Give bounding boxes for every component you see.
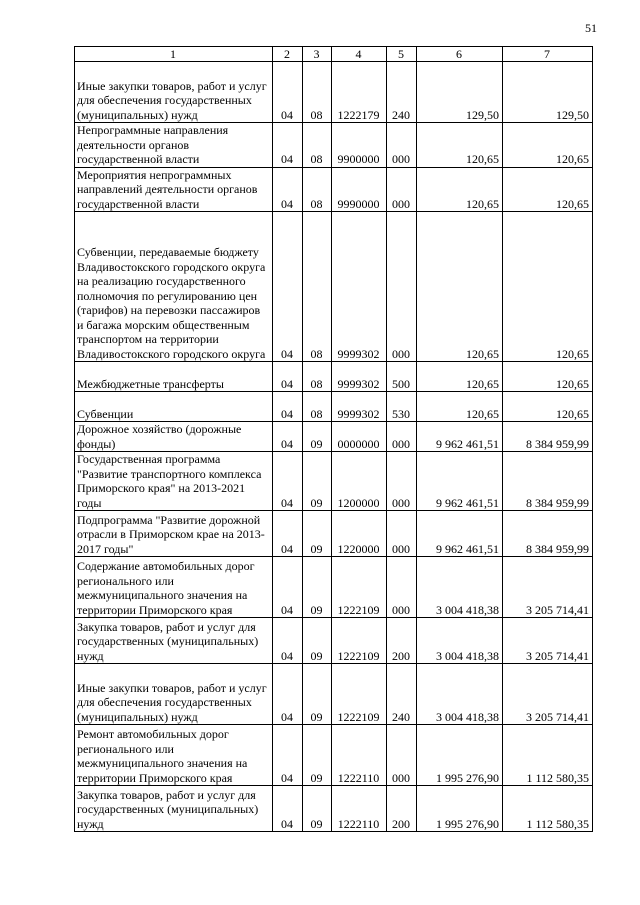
page-number: 51	[585, 21, 597, 35]
column-header: 5	[387, 47, 417, 62]
section-cell: 04	[273, 511, 303, 557]
subsection-cell: 09	[303, 664, 332, 725]
amount-cell-year2: 120,65	[503, 362, 593, 392]
article-cell: 1220000	[332, 511, 387, 557]
row-name-cell: Государственная программа "Развитие транспортного комплекса Приморского края" на 2013-2021 годы	[75, 452, 273, 511]
expense-type-cell: 000	[387, 167, 417, 212]
amount-cell-year1: 3 004 418,38	[417, 618, 503, 664]
amount-cell-year1: 120,65	[417, 392, 503, 422]
table-row	[75, 422, 593, 452]
row-name-cell: Мероприятия непрограммных направлений деятельности органов государственной власти	[75, 167, 273, 212]
table-row	[75, 618, 593, 664]
expense-type-cell: 000	[387, 212, 417, 362]
subsection-cell: 09	[303, 786, 332, 832]
amount-cell-year1: 9 962 461,51	[417, 422, 503, 452]
section-cell: 04	[273, 362, 303, 392]
table-row	[75, 362, 593, 392]
section-cell: 04	[273, 123, 303, 168]
expense-type-cell: 240	[387, 62, 417, 123]
subsection-cell: 09	[303, 511, 332, 557]
subsection-cell: 08	[303, 167, 332, 212]
amount-cell-year1: 1 995 276,90	[417, 786, 503, 832]
amount-cell-year1: 9 962 461,51	[417, 511, 503, 557]
article-cell: 9999302	[332, 212, 387, 362]
table-row	[75, 452, 593, 511]
expense-type-cell: 240	[387, 664, 417, 725]
amount-cell-year1: 120,65	[417, 212, 503, 362]
row-name-cell: Ремонт автомобильных дорог регионального или межмуниципального значения на территории Приморского края	[75, 725, 273, 786]
table-row	[75, 511, 593, 557]
subsection-cell: 08	[303, 123, 332, 168]
article-cell: 1222110	[332, 725, 387, 786]
amount-cell-year1: 3 004 418,38	[417, 557, 503, 618]
column-header: 7	[503, 47, 593, 62]
section-cell: 04	[273, 212, 303, 362]
amount-cell-year2: 120,65	[503, 392, 593, 422]
budget-table	[74, 46, 593, 832]
amount-cell-year2: 120,65	[503, 212, 593, 362]
amount-cell-year1: 9 962 461,51	[417, 452, 503, 511]
amount-cell-year1: 120,65	[417, 123, 503, 168]
expense-type-cell: 000	[387, 123, 417, 168]
row-name-cell: Закупка товаров, работ и услуг для государственных (муниципальных) нужд	[75, 618, 273, 664]
article-cell: 9999302	[332, 362, 387, 392]
section-cell: 04	[273, 618, 303, 664]
article-cell: 1200000	[332, 452, 387, 511]
article-cell: 1222179	[332, 62, 387, 123]
section-cell: 04	[273, 557, 303, 618]
section-cell: 04	[273, 422, 303, 452]
expense-type-cell: 000	[387, 557, 417, 618]
column-header: 1	[75, 47, 273, 62]
table-row	[75, 167, 593, 212]
amount-cell-year2: 120,65	[503, 167, 593, 212]
amount-cell-year1: 3 004 418,38	[417, 664, 503, 725]
amount-cell-year2: 3 205 714,41	[503, 618, 593, 664]
article-cell: 9900000	[332, 123, 387, 168]
column-header: 6	[417, 47, 503, 62]
expense-type-cell: 530	[387, 392, 417, 422]
row-name-cell: Непрограммные направления деятельности органов государственной власти	[75, 123, 273, 168]
subsection-cell: 08	[303, 362, 332, 392]
amount-cell-year2: 129,50	[503, 62, 593, 123]
column-header: 3	[303, 47, 332, 62]
subsection-cell: 09	[303, 725, 332, 786]
row-name-cell: Содержание автомобильных дорог регионального или межмуниципального значения на территории Приморского края	[75, 557, 273, 618]
table-row	[75, 123, 593, 168]
article-cell: 9990000	[332, 167, 387, 212]
table-row	[75, 62, 593, 123]
table-row	[75, 212, 593, 362]
amount-cell-year2: 8 384 959,99	[503, 452, 593, 511]
expense-type-cell: 200	[387, 618, 417, 664]
article-cell: 0000000	[332, 422, 387, 452]
table-row	[75, 557, 593, 618]
row-name-cell: Закупка товаров, работ и услуг для государственных (муниципальных) нужд	[75, 786, 273, 832]
table-row	[75, 664, 593, 725]
section-cell: 04	[273, 725, 303, 786]
article-cell: 1222109	[332, 557, 387, 618]
amount-cell-year1: 120,65	[417, 167, 503, 212]
subsection-cell: 08	[303, 392, 332, 422]
amount-cell-year2: 120,65	[503, 123, 593, 168]
column-header: 4	[332, 47, 387, 62]
expense-type-cell: 000	[387, 511, 417, 557]
table-row	[75, 725, 593, 786]
row-name-cell: Дорожное хозяйство (дорожные фонды)	[75, 422, 273, 452]
row-name-cell: Субвенции	[75, 392, 273, 422]
subsection-cell: 09	[303, 452, 332, 511]
section-cell: 04	[273, 392, 303, 422]
amount-cell-year2: 8 384 959,99	[503, 422, 593, 452]
article-cell: 1222110	[332, 786, 387, 832]
expense-type-cell: 200	[387, 786, 417, 832]
header-row	[75, 47, 593, 62]
row-name-cell: Межбюджетные трансферты	[75, 362, 273, 392]
subsection-cell: 09	[303, 618, 332, 664]
row-name-cell: Иные закупки товаров, работ и услуг для обеспечения государственных (муниципальных) нужд	[75, 62, 273, 123]
row-name-cell: Подпрограмма "Развитие дорожной отрасли в Приморском крае на 2013-2017 годы"	[75, 511, 273, 557]
amount-cell-year1: 129,50	[417, 62, 503, 123]
section-cell: 04	[273, 62, 303, 123]
expense-type-cell: 000	[387, 725, 417, 786]
amount-cell-year1: 1 995 276,90	[417, 725, 503, 786]
amount-cell-year2: 3 205 714,41	[503, 557, 593, 618]
subsection-cell: 08	[303, 212, 332, 362]
article-cell: 1222109	[332, 664, 387, 725]
amount-cell-year1: 120,65	[417, 362, 503, 392]
row-name-cell: Иные закупки товаров, работ и услуг для обеспечения государственных (муниципальных) нужд	[75, 664, 273, 725]
section-cell: 04	[273, 664, 303, 725]
expense-type-cell: 000	[387, 422, 417, 452]
amount-cell-year2: 1 112 580,35	[503, 725, 593, 786]
section-cell: 04	[273, 786, 303, 832]
row-name-cell: Субвенции, передаваемые бюджету Владивостокского городского округа на реализацию государственного полномочия по регулированию цен (тарифов) на перевозки пассажиров и багажа морским общественным транспортом на территории Владивостокского городского округа	[75, 212, 273, 362]
section-cell: 04	[273, 167, 303, 212]
subsection-cell: 09	[303, 422, 332, 452]
section-cell: 04	[273, 452, 303, 511]
expense-type-cell: 500	[387, 362, 417, 392]
article-cell: 9999302	[332, 392, 387, 422]
expense-type-cell: 000	[387, 452, 417, 511]
column-header: 2	[273, 47, 303, 62]
table-row	[75, 786, 593, 832]
amount-cell-year2: 1 112 580,35	[503, 786, 593, 832]
subsection-cell: 09	[303, 557, 332, 618]
table-row	[75, 392, 593, 422]
subsection-cell: 08	[303, 62, 332, 123]
amount-cell-year2: 8 384 959,99	[503, 511, 593, 557]
amount-cell-year2: 3 205 714,41	[503, 664, 593, 725]
article-cell: 1222109	[332, 618, 387, 664]
